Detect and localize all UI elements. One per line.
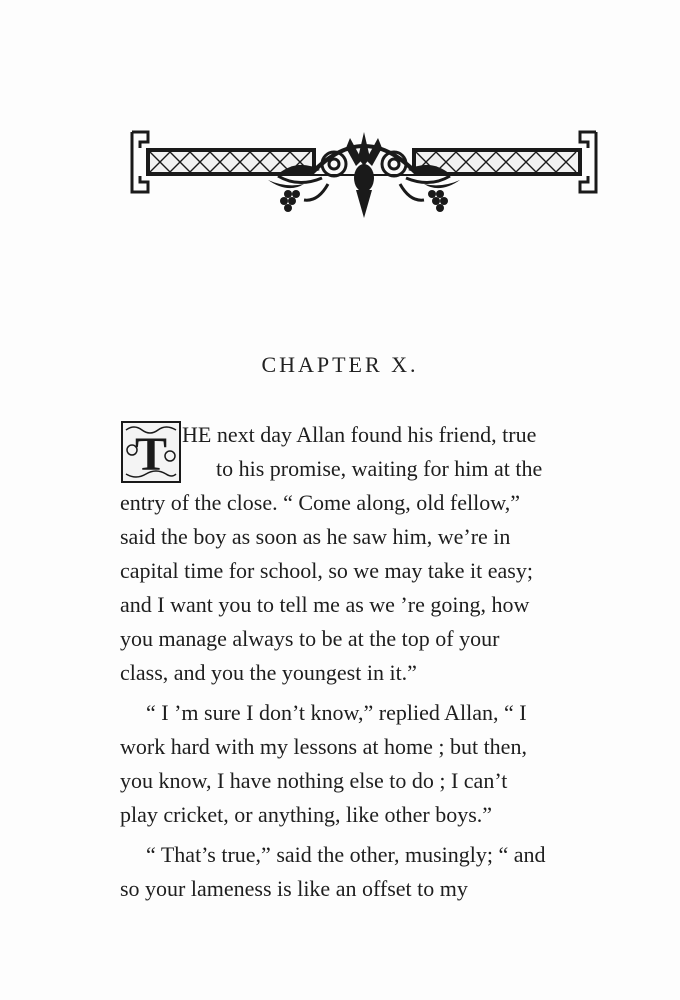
text-line: entry of the close. “ Come along, old fellow,”	[120, 490, 520, 515]
text-line: HE next day Allan found his friend, true	[182, 422, 537, 447]
chapter-body	[120, 418, 614, 906]
text-line: work hard with my lessons at home ; but then,	[120, 734, 527, 759]
ornamental-drop-cap-icon	[120, 420, 182, 484]
text-line: so your lameness is like an offset to my	[120, 876, 468, 901]
text-line: you know, I have nothing else to do ; I can’t	[120, 768, 508, 793]
text-line: “ I ’m sure I don’t know,” replied Allan, “ I	[146, 700, 527, 725]
text-line: to his promise, waiting for him at the	[216, 456, 543, 481]
text-line: capital time for school, so we may take it easy;	[120, 558, 533, 583]
text-line: class, and you the youngest in it.”	[120, 660, 417, 685]
text-line: play cricket, or anything, like other boys.”	[120, 802, 493, 827]
text-line: you manage always to be at the top of your	[120, 626, 500, 651]
text-line: and I want you to tell me as we ’re going, how	[120, 592, 530, 617]
svg-text:T: T	[134, 428, 168, 481]
text-line: “ That’s true,” said the other, musingly; “ and	[146, 842, 546, 867]
ornamental-headpiece-icon	[128, 118, 600, 222]
chapter-heading: CHAPTER X.	[261, 352, 419, 377]
text-line: said the boy as soon as he saw him, we’re in	[120, 524, 511, 549]
